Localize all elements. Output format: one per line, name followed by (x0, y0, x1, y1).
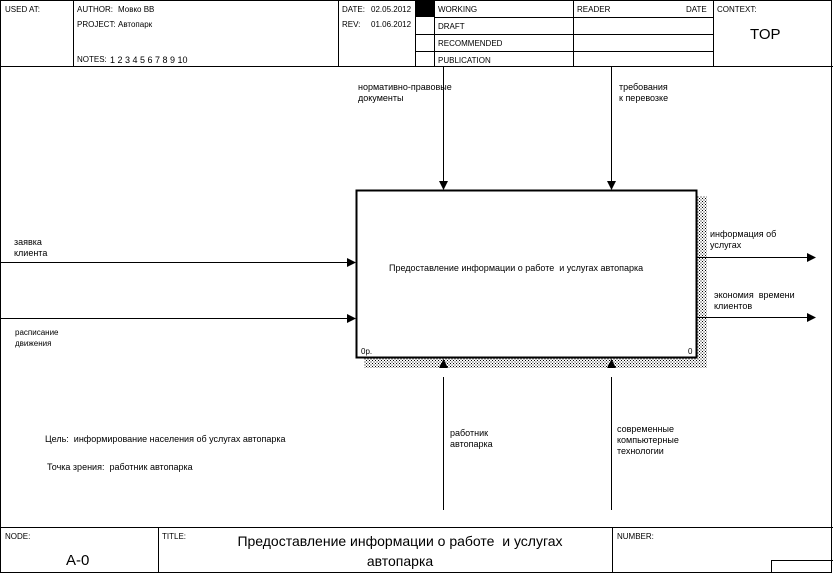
control-label-1: нормативно-правовые документы (358, 82, 452, 103)
title-label: TITLE: (162, 532, 187, 541)
control-arrowhead-1 (439, 181, 448, 190)
status-draft: DRAFT (438, 22, 465, 31)
reader-label: READER (577, 5, 611, 14)
diagram-title: Предоставление информации о работе и услугах автопарка (237, 533, 563, 569)
author-label: AUTHOR: (77, 5, 113, 14)
date-value: 02.05.2012 (371, 5, 412, 14)
context-label: CONTEXT: (717, 5, 757, 14)
input-label-2: расписание движения (15, 328, 59, 348)
status-publication: PUBLICATION (438, 56, 491, 65)
box-shadow-bottom (364, 358, 707, 368)
purpose-text: Цель: информирование населения об услугах автопарка (45, 434, 286, 444)
input-arrowhead-1 (347, 258, 356, 267)
node-value: А-0 (66, 552, 90, 569)
project-value: Автопарк (118, 20, 153, 29)
control-arrowhead-2 (607, 181, 616, 190)
activity-box-label: Предоставление информации о работе и услугах автопарка (389, 263, 644, 273)
output-label-2: экономия времени клиентов (714, 290, 795, 311)
node-label: NODE: (5, 532, 31, 541)
box-shadow-right (697, 196, 707, 368)
activity-box-cost: 0р. (361, 347, 373, 356)
reader-date-label: DATE (686, 5, 707, 14)
control-label-2: требования к перевозке (619, 82, 669, 103)
notes-label: NOTES: (77, 55, 107, 64)
rev-label: REV: (342, 20, 361, 29)
output-arrowhead-2 (807, 313, 816, 322)
status-working: WORKING (438, 5, 478, 14)
input-arrowhead-2 (347, 314, 356, 323)
project-label: PROJECT: (77, 20, 116, 29)
activity-box[interactable] (357, 191, 697, 358)
output-arrowhead-1 (807, 253, 816, 262)
viewpoint-text: Точка зрения: работник автопарка (47, 462, 193, 472)
rev-value: 01.06.2012 (371, 20, 412, 29)
working-status-marker (416, 1, 434, 17)
mechanism-label-1: работник автопарка (450, 428, 493, 449)
used-at-label: USED AT: (5, 5, 40, 14)
context-value: TOP (750, 26, 781, 43)
notes-value: 1 2 3 4 5 6 7 8 9 10 (110, 55, 188, 65)
status-recommended: RECOMMENDED (438, 39, 503, 48)
number-label: NUMBER: (617, 532, 654, 541)
mechanism-label-2: современные компьютерные технологии (617, 424, 679, 456)
input-label-1: заявка клиента (14, 237, 48, 258)
activity-box-number: 0 (688, 347, 693, 356)
author-value: Мовко ВВ (118, 5, 155, 14)
output-label-1: информация об услугах (710, 229, 777, 250)
date-label: DATE: (342, 5, 365, 14)
